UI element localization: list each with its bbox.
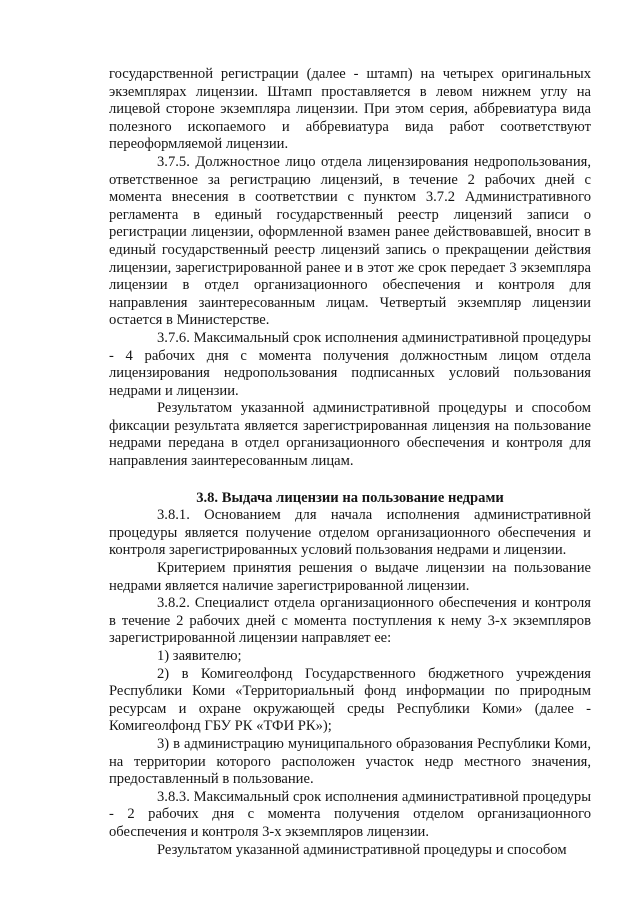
paragraph-3-8-1: 3.8.1. Основанием для начала исполнения административной процедуры является получение отделом организационного обеспечения и контроля зарегистрированных условий пользования недрами и лицензии.	[109, 507, 591, 559]
list-item-komigeolfond: 2) в Комигеолфонд Государственного бюджетного учреждения Республики Коми «Территориальный фонд информации по природным ресурсам и охране окружающей среды Республики Коми» (далее - Комигеолфонд ГБУ РК «ТФИ РК»);	[109, 665, 591, 735]
paragraph-decision-criterion: Критерием принятия решения о выдаче лицензии на пользование недрами является наличие зарегистрированной лицензии.	[109, 560, 591, 594]
paragraph-result-3-8: Результатом указанной административной процедуры и способом	[157, 841, 567, 858]
list-item-municipal-administration: 3) в администрацию муниципального образования Республики Коми, на территории которого расположен участок недр местного значения, предоставленный в пользование.	[109, 735, 591, 788]
section-heading-3-8: 3.8. Выдача лицензии на пользование недрами	[196, 489, 504, 506]
paragraph-3-8-2: 3.8.2. Специалист отдела организационного обеспечения и контроля в течение 2 рабочих дней с момента поступления к нему 3-х экземпляров зарегистрированной лицензии направляет ее:	[109, 595, 591, 647]
paragraph-3-8-3: 3.8.3. Максимальный срок исполнения административной процедуры - 2 рабочих дня с момента получения отделом организационного обеспечения и контроля 3-х экземпляров лицензии.	[109, 788, 591, 840]
list-item-applicant: 1) заявителю;	[157, 648, 242, 664]
paragraph-result-3-7: Результатом указанной административной процедуры и способом фиксации результата является зарегистрированная лицензия на пользование недрами передана в отдел организационного обеспечения и контроля для направления заинтересованным лицам.	[109, 400, 591, 470]
paragraph-registration-stamp: государственной регистрации (далее - штамп) на четырех оригинальных экземплярах лицензии. Штамп проставляется в левом нижнем углу на лицевой стороне экземпляра лицензии. При этом серия, аббревиатура вида полезного ископаемого и аббревиатура вида работ соответствуют переоформляемой лицензии.	[109, 66, 591, 153]
paragraph-3-7-5: 3.7.5. Должностное лицо отдела лицензирования недропользования, ответственное за регистрацию лицензий, в течение 2 рабочих дней с момента внесения в соответствии с пунктом 3.7.2 Административного регламента в единый государственный реестр лицензий записи о регистрации лицензии, оформленной взамен ранее действовавшей, вносит в единый государственный реестр лицензий запись о прекращении действия лицензии, зарегистрированной ранее и в этот же срок передает 3 экземпляра лицензии в отдел организационного обеспечения и контроля для направления заинтересованным лицам. Четвертый экземпляр лицензии остается в Министерстве.	[109, 153, 591, 329]
paragraph-3-7-6: 3.7.6. Максимальный срок исполнения административной процедуры - 4 рабочих дня с момента получения должностным лицом отдела лицензирования недропользования подписанных условий пользования недрами и лицензии.	[109, 329, 591, 399]
document-body	[109, 66, 591, 859]
